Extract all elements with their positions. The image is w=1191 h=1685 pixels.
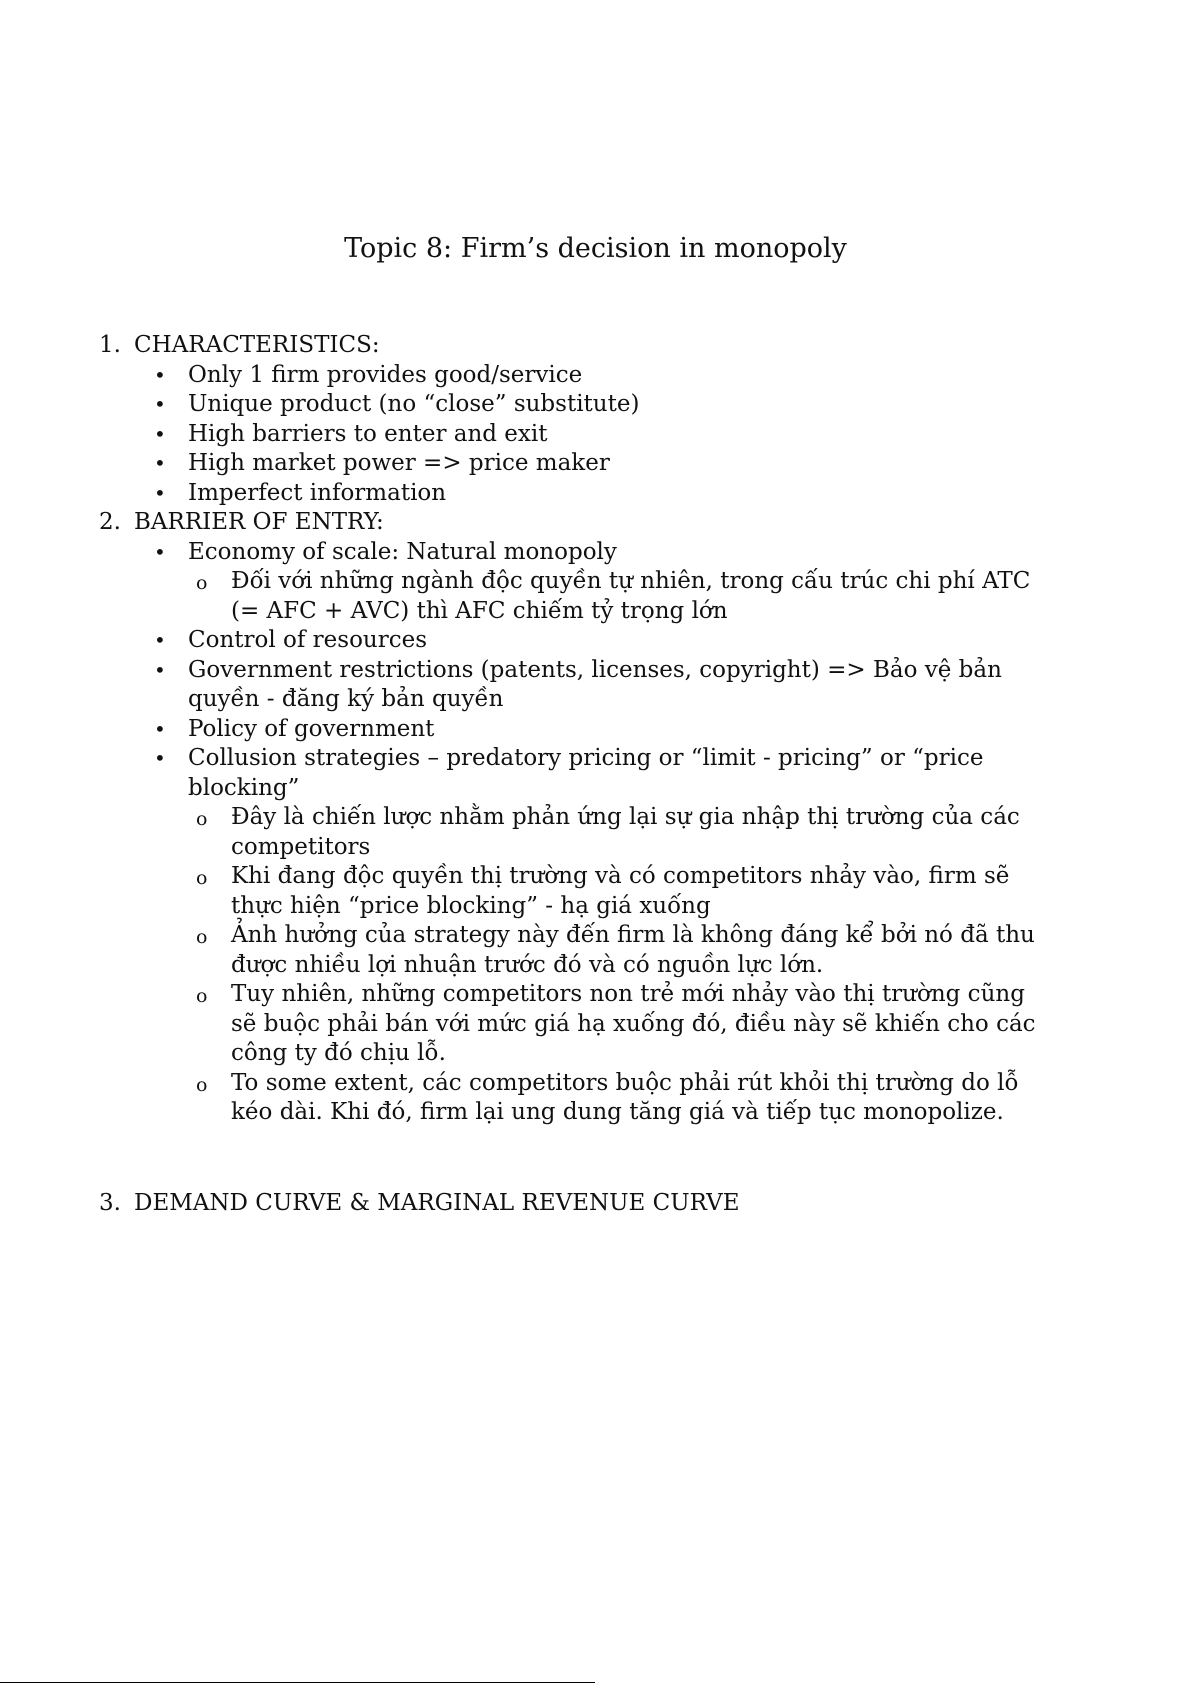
sub-list-item-continuation: [0, 892, 1191, 922]
sub-bullet-glyph: o: [196, 926, 208, 948]
sub-list-item-text: được nhiều lợi nhuận trước đó và có nguồn lực lớn.: [231, 951, 824, 978]
bullet-glyph: •: [154, 746, 166, 770]
bullet-glyph: •: [154, 480, 166, 505]
sub-list-item-text: công ty đó chịu lỗ.: [231, 1040, 446, 1066]
sub-bullet-glyph: o: [196, 808, 208, 830]
sub-list-item-continuation: [0, 1039, 1191, 1069]
list-item-text: blocking”: [188, 774, 300, 801]
sub-list-item: [0, 980, 1191, 1010]
sub-list-item-continuation: [0, 1098, 1191, 1128]
bullet-glyph: •: [154, 539, 166, 564]
bullet-glyph: •: [154, 451, 166, 475]
bullet-glyph: •: [154, 362, 166, 387]
bullet-glyph: •: [154, 421, 166, 446]
sub-list-item-text: Đây là chiến lược nhằm phản ứng lại sự gia nhập thị trường của các: [231, 804, 1020, 830]
list-item-text: Control of resources: [188, 627, 428, 653]
section-number: 1.: [99, 332, 121, 358]
document-body: [0, 331, 1191, 1218]
sub-list-item-text: Ảnh hưởng của strategy này đến firm là không đáng kể bởi nó đã thu: [231, 922, 1035, 948]
sub-list-item: [0, 862, 1191, 892]
section-number: 2.: [99, 509, 121, 535]
bullet-glyph: •: [154, 657, 166, 682]
list-item-text: Only 1 firm provides good/service: [188, 361, 583, 388]
sub-list-item-text: To some extent, các competitors buộc phải rút khỏi thị trường do lỗ: [231, 1069, 1019, 1096]
sub-list-item-text: Đối với những ngành độc quyền tự nhiên, trong cấu trúc chi phí ATC: [231, 568, 1031, 594]
sub-list-item-continuation: [0, 597, 1191, 627]
sub-list-item: [0, 1069, 1191, 1099]
list-item-text: quyền - đăng ký bản quyền: [188, 686, 504, 712]
section-number: 3.: [99, 1189, 121, 1216]
list-item-continuation: [0, 685, 1191, 715]
sub-list-item: [0, 921, 1191, 951]
list-item: [0, 449, 1191, 479]
sub-list-item: [0, 803, 1191, 833]
list-item-text: High barriers to enter and exit: [188, 420, 548, 447]
list-item-text: Imperfect information: [188, 479, 447, 506]
footnote-separator: [0, 1682, 595, 1683]
section-title: CHARACTERISTICS:: [134, 332, 380, 358]
list-item: [0, 656, 1191, 686]
list-item-text: Government restrictions (patents, licenses, copyright) => Bảo vệ bản: [188, 656, 1002, 683]
sub-list-item-text: Tuy nhiên, những competitors non trẻ mới nhảy vào thị trường cũng: [231, 981, 1025, 1007]
section-spacer: [0, 1128, 1191, 1189]
list-item-text: Policy of government: [188, 715, 435, 742]
list-item-text: High market power => price maker: [188, 450, 610, 476]
list-item-text: Collusion strategies – predatory pricing or “limit - pricing” or “price: [188, 745, 984, 771]
page-title: Topic 8: Firm’s decision in monopoly: [344, 233, 847, 264]
list-item: [0, 479, 1191, 509]
bullet-glyph: •: [154, 716, 166, 741]
sub-list-item-text: (= AFC + AVC) thì AFC chiếm tỷ trọng lớn: [231, 597, 728, 624]
sub-list-item-text: kéo dài. Khi đó, firm lại ung dung tăng giá và tiếp tục monopolize.: [231, 1099, 1004, 1125]
list-item-text: Economy of scale: Natural monopoly: [188, 538, 617, 565]
list-item: [0, 538, 1191, 568]
section-heading: [0, 508, 1191, 538]
list-item: [0, 420, 1191, 450]
list-item: [0, 744, 1191, 774]
section-title: DEMAND CURVE & MARGINAL REVENUE CURVE: [134, 1189, 740, 1216]
sub-list-item-text: competitors: [231, 833, 371, 860]
section-heading: [0, 331, 1191, 361]
sub-bullet-glyph: o: [196, 985, 208, 1007]
list-item: [0, 626, 1191, 656]
sub-list-item-continuation: [0, 951, 1191, 981]
list-item: [0, 715, 1191, 745]
section-title: BARRIER OF ENTRY:: [134, 509, 384, 535]
sub-bullet-glyph: o: [196, 572, 208, 594]
list-item: [0, 361, 1191, 391]
sub-list-item-text: sẽ buộc phải bán với mức giá hạ xuống đó, điều này sẽ khiến cho các: [231, 1010, 1036, 1037]
sub-list-item-text: Khi đang độc quyền thị trường và có competitors nhảy vào, firm sẽ: [231, 863, 1010, 889]
sub-list-item-continuation: [0, 1010, 1191, 1040]
section-heading: [0, 1189, 1191, 1219]
list-item-text: Unique product (no “close” substitute): [188, 391, 640, 417]
list-item-continuation: [0, 774, 1191, 804]
sub-list-item: [0, 567, 1191, 597]
sub-list-item-text: thực hiện “price blocking” - hạ giá xuống: [231, 892, 711, 919]
bullet-glyph: •: [154, 628, 166, 652]
list-item: [0, 390, 1191, 420]
sub-bullet-glyph: o: [196, 1073, 208, 1096]
bullet-glyph: •: [154, 392, 166, 416]
sub-bullet-glyph: o: [196, 867, 208, 889]
sub-list-item-continuation: [0, 833, 1191, 863]
